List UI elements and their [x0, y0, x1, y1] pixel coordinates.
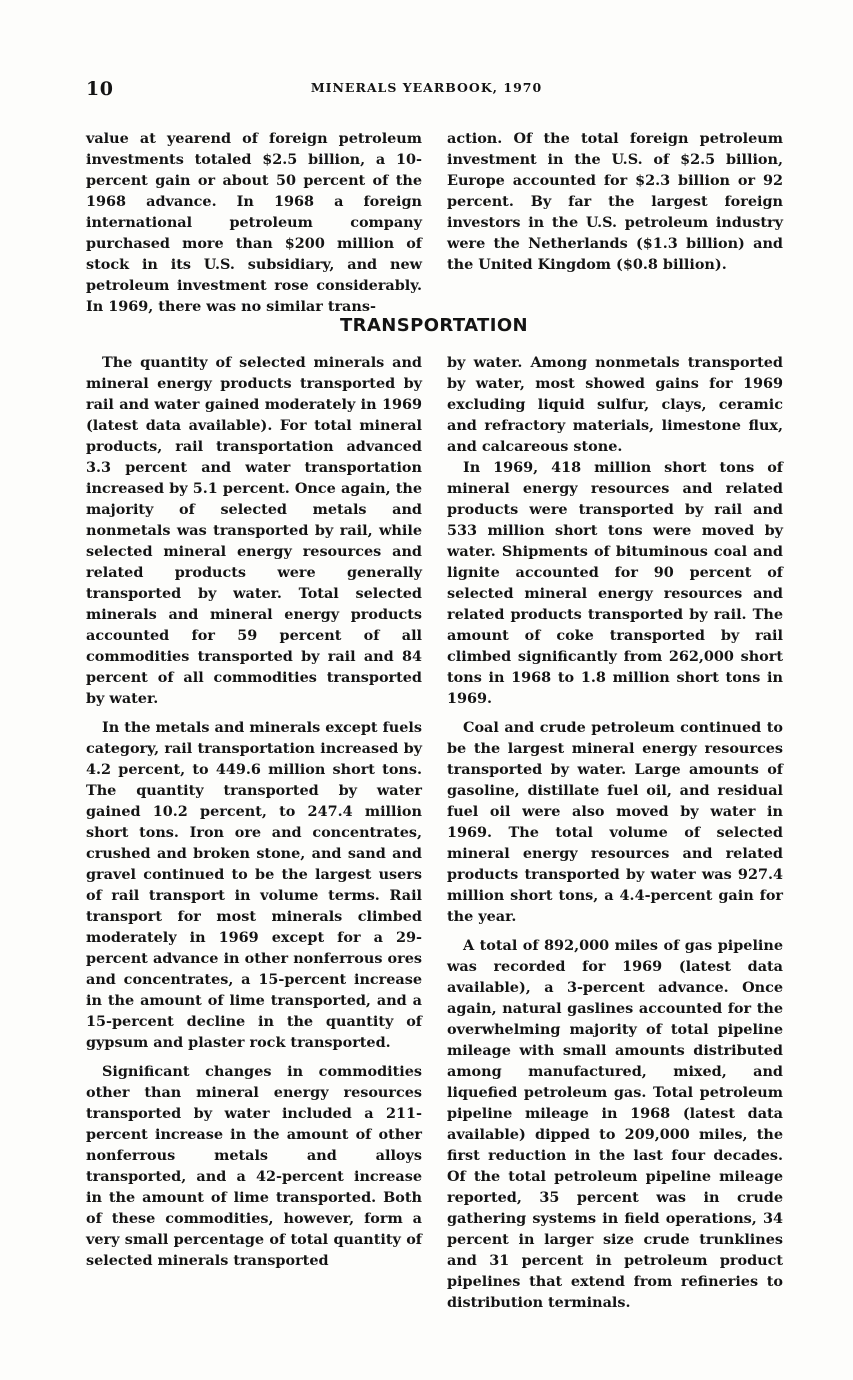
- intro-left-column: [86, 128, 422, 317]
- body-left-column: [86, 352, 422, 1271]
- paragraph: Significant changes in commodities other than mineral energy resources transported by water included a 211-percent increase in the amount of other nonferrous metals and alloys transported, and a 42-percent increase in the amount of lime transported. Both of these commodities, however, form a very small percentage of total quantity of selected minerals transported: [86, 1063, 422, 1269]
- intro-left-paragraph: value at yearend of foreign petroleum investments totaled $2.5 billion, a 10-percent gain or about 50 percent of the 1968 advance. In 1968 a foreign international petroleum company purchased more than $200 million of stock in its U.S. subsidiary, and new petroleum investment rose considerably. In 1969, there was no similar trans-: [86, 130, 422, 315]
- paragraph: A total of 892,000 miles of gas pipeline was recorded for 1969 (latest data available), a 3-percent advance. Once again, natural gaslines accounted for the overwhelming majority of total pipeline mileage with small amounts distributed among manufactured, mixed, and liquefied petroleum gas. Total petroleum pipeline mileage in 1968 (latest data available) dipped to 209,000 miles, the first reduction in the last four decades. Of the total petroleum pipeline mileage reported, 35 percent was in crude gathering systems in field operations, 34 percent in larger size crude trunklines and 31 percent in petroleum product pipelines that extend from refineries to distribution terminals.: [447, 937, 783, 1311]
- paragraph: In 1969, 418 million short tons of mineral energy resources and related products were transported by rail and 533 million short tons were moved by water. Shipments of bituminous coal and lignite accounted for 90 percent of selected mineral energy resources and related products transported by rail. The amount of coke transported by rail climbed significantly from 262,000 short tons in 1968 to 1.8 million short tons in 1969.: [447, 459, 783, 707]
- paragraph: The quantity of selected minerals and mineral energy products transported by rail and water gained moderately in 1969 (latest data available). For total mineral products, rail transportation advanced 3.3 percent and water transportation increased by 5.1 percent. Once again, the majority of selected metals and nonmetals was transported by rail, while selected mineral energy resources and related products were generally transported by water. Total selected minerals and mineral energy products accounted for 59 percent of all commodities transported by rail and 84 percent of all commodities transported by water.: [86, 354, 422, 707]
- continued-paragraph: by water. Among nonmetals transported by water, most showed gains for 1969 excluding liquid sulfur, clays, ceramic and refractory materials, limestone flux, and calcareous stone.: [447, 354, 783, 455]
- intro-right-column: [447, 128, 783, 275]
- paragraph: Coal and crude petroleum continued to be the largest mineral energy resources transported by water. Large amounts of gasoline, distillate fuel oil, and residual fuel oil were also moved by water in 1969. The total volume of selected mineral energy resources and related products transported by water was 927.4 million short tons, a 4.4-percent gain for the year.: [447, 719, 783, 925]
- body-right-column: [447, 352, 783, 1313]
- running-title: MINERALS YEARBOOK, 1970: [310, 80, 543, 95]
- intro-right-paragraph: action. Of the total foreign petroleum investment in the U.S. of $2.5 billion, Europe accounted for $2.3 billion or 92 percent. By far the largest foreign investors in the U.S. petroleum industry were the Netherlands ($1.3 billion) and the United Kingdom ($0.8 billion).: [447, 130, 783, 273]
- paragraph: In the metals and minerals except fuels category, rail transportation increased by 4.2 percent, to 449.6 million short tons. The quantity transported by water gained 10.2 percent, to 247.4 million short tons. Iron ore and concentrates, crushed and broken stone, and sand and gravel continued to be the largest users of rail transport in volume terms. Rail transport for most minerals climbed moderately in 1969 except for a 29-percent advance in other nonferrous ores and concentrates, a 15-percent increase in the amount of lime transported, and a 15-percent decline in the quantity of gypsum and plaster rock transported.: [86, 719, 422, 1051]
- page-number: 10: [86, 78, 114, 100]
- section-heading: TRANSPORTATION: [340, 315, 528, 336]
